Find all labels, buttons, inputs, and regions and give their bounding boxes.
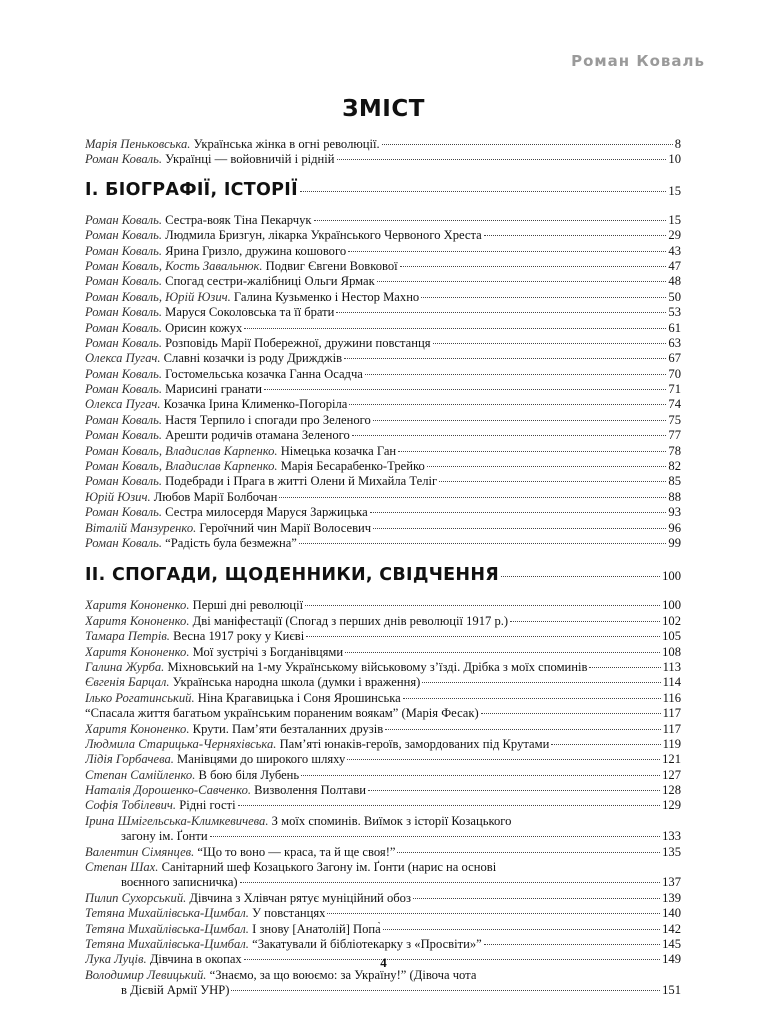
toc-entry-title: Українці — войовничій і рідній <box>162 152 335 167</box>
toc-entry-title: Міхновський на 1-му Українському військовому з’їзді. Дрібка з моїх споминів <box>164 659 588 674</box>
toc-entry-title: Настя Терпило і спогади про Зеленого <box>162 412 371 427</box>
toc-entry[interactable] <box>85 722 681 737</box>
toc-entry-text <box>85 397 347 412</box>
toc-entry-page: 29 <box>668 228 681 243</box>
toc-entry-page: 67 <box>668 351 681 366</box>
toc-entry[interactable] <box>85 783 681 798</box>
toc-entry-title: Сестра-вояк Тіна Пекарчук <box>162 212 312 227</box>
toc-entry[interactable] <box>85 937 681 952</box>
toc-entry-text <box>85 336 431 351</box>
toc-entry-page: 108 <box>662 644 681 659</box>
toc-entry-title: З моїх споминів. Виїмок з історії Козацького <box>268 813 512 828</box>
toc-entry-title: І знову [Анатолій] Попа̀ <box>248 921 381 936</box>
toc-entry[interactable] <box>85 244 681 259</box>
toc-entry-title: Ярина Гризло, дружина кошового <box>162 243 347 258</box>
toc-entry-text <box>85 228 482 243</box>
toc-entry-page: 128 <box>662 783 681 798</box>
toc-entry-title: “Закатували й бібліотекарку з «Просвіти»” <box>248 936 482 951</box>
toc-entry-text <box>85 290 419 305</box>
toc-entry-page: 139 <box>662 890 681 905</box>
toc-entry-author: Роман Коваль. <box>85 305 163 320</box>
toc-entry-author: Олекса Пугач. <box>85 397 161 412</box>
toc-entry-author: Галина Журба. <box>85 659 165 674</box>
toc-entry-author: Роман Коваль. <box>85 474 163 489</box>
dot-leader <box>427 466 667 467</box>
toc-entry-page: 113 <box>662 659 681 674</box>
toc-entry-page: 43 <box>668 243 681 258</box>
toc-entry-author: Роман Коваль. <box>85 212 163 227</box>
running-head: Роман Коваль <box>571 52 705 70</box>
toc-entry-author: Ілько Рогатинський. <box>85 690 195 705</box>
toc-entry-page: 114 <box>662 675 681 690</box>
dot-leader <box>327 913 660 914</box>
dot-leader <box>484 944 660 945</box>
toc-entry-page: 63 <box>668 335 681 350</box>
dot-leader <box>501 576 660 577</box>
toc-entry-line[interactable] <box>85 860 681 875</box>
dot-leader <box>344 358 666 359</box>
toc-entry-page: 47 <box>668 258 681 273</box>
toc-entry-title: Перші дні революції <box>189 598 304 613</box>
toc-entry-page: 96 <box>668 520 681 535</box>
toc-entry-title: Гостомельська козачка Ганна Осадча <box>162 366 363 381</box>
toc-entry-text <box>85 274 375 289</box>
toc-entry-author: Роман Коваль. <box>85 274 163 289</box>
toc-entry-text <box>85 768 299 783</box>
toc-entry-page: 140 <box>662 906 681 921</box>
toc-entry-text <box>85 783 366 798</box>
toc-entry-page: 117 <box>662 706 681 721</box>
toc-entry-title: Марисині гранати <box>162 382 263 397</box>
toc-entry[interactable] <box>85 660 681 675</box>
toc-entry[interactable] <box>85 259 681 274</box>
toc-entry-author: Лідія Горбачева. <box>85 752 174 767</box>
toc-entry-page: 78 <box>668 443 681 458</box>
toc-entry-author: Роман Коваль. <box>85 228 163 243</box>
dot-leader <box>510 621 660 622</box>
toc-entry-page: 105 <box>662 629 681 644</box>
dot-leader <box>210 836 660 837</box>
toc-entry[interactable] <box>85 490 681 505</box>
dot-leader <box>373 528 666 529</box>
dot-leader <box>365 374 667 375</box>
toc-entry-author: Тетяна Михайлівська-Цимбал. <box>85 921 249 936</box>
toc-entry[interactable] <box>85 305 681 320</box>
toc-entry[interactable] <box>85 845 681 860</box>
toc-entry-page: 88 <box>668 489 681 504</box>
toc-entry-page: 149 <box>662 952 681 967</box>
toc-entry-title: Любов Марії Болбочан <box>150 489 278 504</box>
toc-entry-page: 10 <box>668 152 681 167</box>
dot-leader <box>385 729 660 730</box>
toc-entry-page: 50 <box>668 289 681 304</box>
toc-entry-title: “Спасала життя багатьом українським пораненим воякам” (Марія Фесак) <box>85 706 479 721</box>
toc-entry-title: Подвиг Євгени Вовкової <box>262 258 398 273</box>
toc-entry-page: 82 <box>668 459 681 474</box>
toc-entry-text <box>85 706 479 721</box>
toc-entry-text <box>85 660 587 675</box>
toc-entry-author: Роман Коваль, Владислав Карпенко. <box>85 443 278 458</box>
dot-leader <box>484 235 667 236</box>
toc-entry-text <box>85 798 236 813</box>
toc-entry-page: 145 <box>662 936 681 951</box>
toc-entry-author: Роман Коваль. <box>85 412 163 427</box>
toc-entry-title: Маруся Соколовська та її брати <box>162 305 335 320</box>
toc-entry-title: “Що то воно — краса, та й ще своя!” <box>194 844 396 859</box>
toc-entry-text <box>85 598 303 613</box>
toc-entry-page: 70 <box>668 366 681 381</box>
toc-entry[interactable] <box>85 629 681 644</box>
toc-entry-page: 133 <box>662 829 681 844</box>
toc-entry-author: Роман Коваль. <box>85 535 163 550</box>
toc-entry[interactable] <box>85 536 681 551</box>
toc-entry-page: 93 <box>668 505 681 520</box>
toc-entry-page: 48 <box>668 274 681 289</box>
dot-leader <box>240 882 660 883</box>
toc-entry-author: Віталій Манзуренко. <box>85 520 197 535</box>
toc-entry-title: Українська народна школа (думки і враження) <box>169 675 421 690</box>
toc-entry-title: Славні козачки із роду Дрижджів <box>160 351 343 366</box>
toc-entry-page: 116 <box>662 690 681 705</box>
section-heading[interactable] <box>85 565 681 589</box>
dot-leader <box>349 404 666 405</box>
toc-entry-page: 151 <box>662 983 681 998</box>
dot-leader <box>352 435 667 436</box>
toc-entry-title: Дві маніфестації (Спогад з перших днів революції 1917 р.) <box>189 613 509 628</box>
toc-entry-text <box>85 444 396 459</box>
toc-entry-author: Юрій Юзич. <box>85 489 151 504</box>
toc-entry-page: 74 <box>668 397 681 412</box>
toc-entry-author: Ірина Шмігельська-Климкевичева. <box>85 813 269 828</box>
toc-entry-page: 71 <box>668 382 681 397</box>
toc-entry[interactable] <box>85 213 681 228</box>
toc-entry-author: Роман Коваль, Кость Завальнюк. <box>85 258 263 273</box>
toc-entry-page: 102 <box>662 613 681 628</box>
dot-leader <box>433 343 667 344</box>
toc-entry-text <box>85 505 368 520</box>
toc-entry[interactable] <box>85 152 681 167</box>
toc-entry-page: 75 <box>668 412 681 427</box>
dot-leader <box>348 251 666 252</box>
dot-leader <box>377 281 667 282</box>
toc-entry-author: Степан Самійленко. <box>85 767 196 782</box>
toc-entry-author: Тетяна Михайлівська-Цимбал. <box>85 936 249 951</box>
toc-entry-author: Володимир Левицький. <box>85 967 207 982</box>
toc-entry-text <box>85 922 381 937</box>
toc-entry-title: Спогад сестри-жалібниці Ольги Ярмак <box>162 274 375 289</box>
toc-entry-title: Визволення Полтави <box>251 783 367 798</box>
dot-leader <box>481 713 661 714</box>
dot-leader <box>244 328 666 329</box>
toc-entry-text <box>85 536 297 551</box>
toc-entry[interactable] <box>85 474 681 489</box>
toc-entry-text <box>85 367 363 382</box>
toc-entry-title: Розповідь Марії Побережної, дружини повстанця <box>162 335 431 350</box>
toc-entry-text <box>85 722 383 737</box>
toc-entry-title: Подебради і Прага в житті Олени й Михайла Теліг <box>162 474 438 489</box>
toc-entry[interactable] <box>85 752 681 767</box>
dot-leader <box>337 159 667 160</box>
dot-leader <box>421 297 666 298</box>
toc-entry-author: Роман Коваль. <box>85 382 163 397</box>
toc-entry[interactable] <box>85 521 681 536</box>
toc-entry-author: Роман Коваль. <box>85 335 163 350</box>
toc-entry-text <box>85 675 420 690</box>
toc-entry-text <box>85 351 342 366</box>
toc-entry-page: 121 <box>662 752 681 767</box>
toc-entry[interactable] <box>85 459 681 474</box>
toc-entry[interactable] <box>85 737 681 752</box>
dot-leader <box>264 389 666 390</box>
toc-entry[interactable] <box>85 614 681 629</box>
toc-entry-title: Рідні гості <box>176 798 236 813</box>
section-page: 100 <box>662 569 681 584</box>
toc-entry-author: Роман Коваль. <box>85 428 163 443</box>
toc-entry[interactable] <box>85 351 681 366</box>
toc-entry-title: У повстанцях <box>248 906 326 921</box>
toc-entry-author: Роман Коваль. <box>85 366 163 381</box>
toc-entry-author: Пилип Сухорський. <box>85 890 187 905</box>
toc-entry-author: Харитя Кононенко. <box>85 644 190 659</box>
toc-entry-author: Тетяна Михайлівська-Цимбал. <box>85 906 249 921</box>
toc-entry-title: Людмила Бризгун, лікарка Українського Червоного Хреста <box>162 228 482 243</box>
toc-entry[interactable] <box>85 645 681 660</box>
toc-entry-author: Харитя Кононенко. <box>85 721 190 736</box>
toc-entry-text <box>85 474 437 489</box>
toc-entry-title: Галина Кузьменко і Нестор Махно <box>230 289 420 304</box>
toc-entry-continuation[interactable] <box>85 829 681 844</box>
dot-leader <box>397 852 660 853</box>
toc-entry-title: Весна 1917 року у Києві <box>169 629 305 644</box>
toc-entry-text <box>85 413 371 428</box>
toc-entry[interactable] <box>85 428 681 443</box>
dot-leader <box>439 481 666 482</box>
toc-entry-line[interactable] <box>85 814 681 829</box>
section-page: 15 <box>668 183 681 198</box>
toc-entry[interactable] <box>85 444 681 459</box>
toc-entry-title-cont: в Дієвій Армії УНР) <box>121 983 230 998</box>
toc-entry-text <box>85 459 425 474</box>
toc-entry-page: 8 <box>674 137 681 151</box>
toc-entry-page: 53 <box>668 305 681 320</box>
toc-entry-text <box>85 382 262 397</box>
toc-entry-title: Дівчина в окопах <box>146 952 242 967</box>
toc-entry-title: Німецька козачка Ган <box>277 443 397 458</box>
toc-entry[interactable] <box>85 706 681 721</box>
toc-entry-title: Пам’яті юнаків-героїв, замордованих під Крутами <box>276 736 550 751</box>
toc-entry-title: Орисин кожух <box>162 320 243 335</box>
toc-entry-text <box>85 213 312 228</box>
toc-entry-title: Мої зустрічі з Богданівцями <box>189 644 344 659</box>
table-of-contents <box>85 137 681 999</box>
toc-entry[interactable] <box>85 336 681 351</box>
toc-entry-author: Тамара Петрів. <box>85 629 170 644</box>
toc-entry[interactable] <box>85 367 681 382</box>
toc-entry[interactable] <box>85 382 681 397</box>
toc-entry-title: Дівчина з Хлівчан рятує муніційний обоз <box>186 890 411 905</box>
toc-entry-title: Сестра милосердя Маруся Заржицька <box>162 505 368 520</box>
toc-entry-text <box>85 152 335 167</box>
toc-entry[interactable] <box>85 321 681 336</box>
toc-entry[interactable] <box>85 397 681 412</box>
toc-entry-title: Ніна Крагавицька і Соня Ярошинська <box>194 690 401 705</box>
page-number: 4 <box>380 955 387 970</box>
toc-entry-author: Софія Тобілевич. <box>85 798 177 813</box>
toc-entry-author: Лука Луців. <box>85 952 147 967</box>
dot-leader <box>370 512 667 513</box>
dot-leader <box>403 698 661 699</box>
toc-entry[interactable] <box>85 290 681 305</box>
toc-entry-page: 127 <box>662 767 681 782</box>
dot-leader <box>373 420 667 421</box>
dot-leader <box>336 312 666 313</box>
section-title: ІІ. СПОГАДИ, ЩОДЕННИКИ, СВІДЧЕННЯ <box>85 565 500 586</box>
dot-leader <box>301 775 660 776</box>
dot-leader <box>400 266 667 267</box>
dot-leader <box>383 929 660 930</box>
toc-entry-page: 99 <box>668 535 681 550</box>
toc-entry[interactable] <box>85 922 681 937</box>
toc-entry[interactable] <box>85 675 681 690</box>
toc-entry-text <box>85 814 511 829</box>
toc-entry-title: В бою біля Лубень <box>195 767 300 782</box>
toc-entry-text <box>85 906 325 921</box>
toc-entry[interactable] <box>85 906 681 921</box>
toc-entry-text <box>85 321 242 336</box>
dot-leader <box>306 636 660 637</box>
toc-entry[interactable] <box>85 798 681 813</box>
toc-entry-continuation[interactable] <box>85 983 681 998</box>
page-title: ЗМІСТ <box>342 96 425 122</box>
toc-entry-author: Роман Коваль. <box>85 152 163 167</box>
toc-entry-page: 15 <box>668 212 681 227</box>
dot-leader <box>300 191 666 192</box>
toc-entry-author: Наталія Дорошенко-Савченко. <box>85 783 252 798</box>
toc-entry-author: Харитя Кононенко. <box>85 598 190 613</box>
toc-entry-title: Арешти родичів отамана Зеленого <box>162 428 350 443</box>
toc-entry-author: Олекса Пугач. <box>85 351 161 366</box>
toc-entry-page: 61 <box>668 320 681 335</box>
toc-entry-text <box>85 521 371 536</box>
toc-entry[interactable] <box>85 274 681 289</box>
toc-entry[interactable] <box>85 691 681 706</box>
dot-leader <box>551 744 660 745</box>
toc-entry-author: Роман Коваль, Владислав Карпенко. <box>85 459 278 474</box>
toc-entry-page: 117 <box>662 721 681 736</box>
toc-entry-title-cont: загону ім. Ґонти <box>121 829 208 844</box>
section-title: І. БІОГРАФІЇ, ІСТОРІЇ <box>85 179 298 200</box>
toc-entry-text <box>85 845 395 860</box>
toc-entry[interactable] <box>85 228 681 243</box>
toc-entry-title: “Радість була безмежна” <box>162 535 297 550</box>
toc-entry[interactable] <box>85 413 681 428</box>
section-heading[interactable] <box>85 180 681 204</box>
toc-entry-text <box>85 737 549 752</box>
toc-entry-title-cont: воєнного записничка) <box>121 875 238 890</box>
toc-entry-author: Євгенія Барцал. <box>85 675 170 690</box>
toc-entry-author: Роман Коваль, Юрій Юзич. <box>85 289 231 304</box>
dot-leader <box>299 543 667 544</box>
toc-entry-text <box>85 645 343 660</box>
toc-entry[interactable] <box>85 505 681 520</box>
dot-leader <box>382 144 673 145</box>
dot-leader <box>305 605 660 606</box>
toc-entry-page: 77 <box>668 428 681 443</box>
toc-entry-text <box>85 629 304 644</box>
toc-entry-title: “Знаємо, за що воюємо: за Україну!” (Дівоча чота <box>206 967 477 982</box>
toc-entry-title: Крути. Пам’яти безталанних друзів <box>189 721 384 736</box>
toc-entry-author: Валентин Сімянцев. <box>85 844 195 859</box>
toc-entry[interactable] <box>85 137 681 152</box>
toc-entry-page: 135 <box>662 844 681 859</box>
toc-entry-page: 142 <box>662 921 681 936</box>
dot-leader <box>314 220 667 221</box>
dot-leader <box>368 790 660 791</box>
toc-entry-author: Роман Коваль. <box>85 243 163 258</box>
toc-entry-text <box>85 490 277 505</box>
toc-entry-text <box>85 614 508 629</box>
dot-leader <box>345 652 660 653</box>
toc-entry[interactable] <box>85 598 681 613</box>
dot-leader <box>398 451 666 452</box>
dot-leader <box>347 759 660 760</box>
dot-leader <box>231 990 660 991</box>
toc-entry-title: Марія Бесарабенко-Трейко <box>277 459 425 474</box>
toc-entry-text <box>85 428 350 443</box>
toc-entry[interactable] <box>85 891 681 906</box>
toc-entry[interactable] <box>85 768 681 783</box>
toc-entry-text <box>85 860 496 875</box>
dot-leader <box>422 682 660 683</box>
toc-entry-author: Людмила Старицька-Черняхівська. <box>85 736 277 751</box>
toc-entry-page: 119 <box>662 736 681 751</box>
dot-leader <box>238 805 661 806</box>
toc-entry-author: Роман Коваль. <box>85 320 163 335</box>
toc-entry-author: Марія Пеньковська. <box>85 137 191 151</box>
toc-entry-text <box>85 259 398 274</box>
dot-leader <box>279 497 666 498</box>
toc-entry-text <box>85 137 380 152</box>
toc-entry-text <box>85 691 401 706</box>
toc-entry-text <box>85 244 346 259</box>
toc-entry-page: 137 <box>662 875 681 890</box>
toc-entry-title: Козачка Ірина Клименко-Погоріла <box>160 397 348 412</box>
toc-entry-author: Роман Коваль. <box>85 505 163 520</box>
toc-entry-text <box>85 752 345 767</box>
toc-entry-text <box>85 891 411 906</box>
toc-entry-title: Українська жінка в огні революції. <box>190 137 380 151</box>
toc-entry-continuation[interactable] <box>85 875 681 890</box>
dot-leader <box>413 898 660 899</box>
toc-entry-text <box>85 305 334 320</box>
toc-entry-title: Героїчний чин Марії Волосевич <box>196 520 372 535</box>
toc-entry-text <box>85 937 482 952</box>
toc-entry-page: 100 <box>662 598 681 613</box>
toc-entry-author: Степан Шах. <box>85 860 159 875</box>
toc-entry-page: 129 <box>662 798 681 813</box>
toc-entry-title: Санітарний шеф Козацького Загону ім. Ґонти (нарис на основі <box>158 860 497 875</box>
toc-entry-title: Манівцями до широкого шляху <box>173 752 346 767</box>
toc-entry-author: Харитя Кононенко. <box>85 613 190 628</box>
dot-leader <box>589 667 660 668</box>
toc-entry-page: 85 <box>668 474 681 489</box>
